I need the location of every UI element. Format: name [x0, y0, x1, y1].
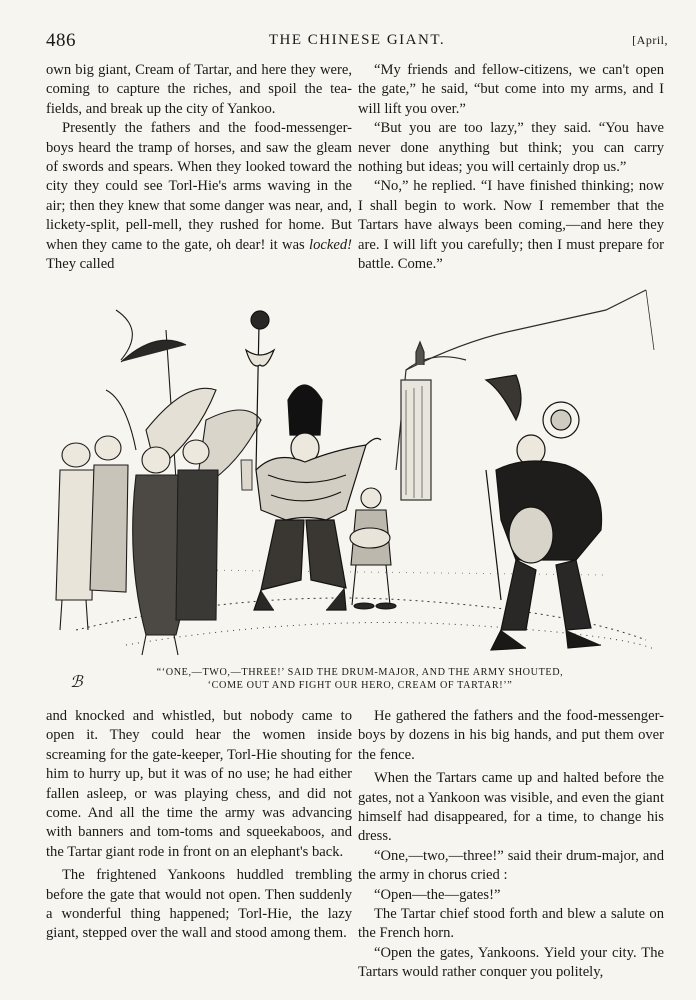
- emphasis-locked: locked!: [309, 236, 352, 253]
- paragraph: and knocked and whistled, but nobody came to open it. They could hear the women inside screaming for the gate-keeper, Torl-Hie shouting for him to hurry up, but it was of no use; he had either fallen asleep, or was playing chess, and did not come. And all the time the army was advancing with banners and tom-toms and squeekaboos, and the Tartar giant rode in front on an elephant's back.: [46, 708, 352, 860]
- paragraph: The frightened Yankoons huddled trembling before the gate that would not open. Then suddenly a wonderful thing happened; Torl-Hie, the lazy giant, stepped over the wall and stood among them.: [46, 867, 352, 942]
- paragraph: “My friends and fellow-citizens, we can't open the gate,” he said, “but come into my arms, and I will lift you over.”: [358, 62, 664, 117]
- paragraph: own big giant, Cream of Tartar, and here they were, coming to capture the riches, and spoil the tea-fields, and break up the city of Yankoo.: [46, 62, 352, 117]
- illustration-caption: “‘ONE,—TWO,—THREE!’ SAID THE DRUM-MAJOR, AND THE ARMY SHOUTED, ‘COME OUT AND FIGHT OUR HERO, CREAM OF TARTAR!’”: [156, 667, 564, 691]
- paragraph-text: Presently the fathers and the food-messenger-boys heard the tramp of horses, and saw the gleam of swords and spears. When they looked toward the city they could see Torl-Hie's arms waving in the air; then they knew that some danger was near, and, lickety-split, pell-mell, they rushed for home. But when they came to the gate, oh dear! it was: [46, 120, 352, 253]
- paragraph: “Open the gates, Yankoons. Yield your city. The Tartars would rather conquer you politely,: [358, 944, 664, 981]
- column-left-top: [46, 61, 352, 274]
- paragraph: The Tartar chief stood forth and blew a salute on the French horn.: [358, 906, 664, 942]
- column-right-top: [358, 61, 664, 274]
- artist-signature: ℬ: [70, 674, 83, 691]
- illustration-tartar-army: [46, 270, 666, 660]
- paragraph: “No,” he replied. “I have finished thinking; now I shall begin to work. Now I remember that the Tartars have always been coming,—and here they are. I will lift you carefully; then I must prepare for battle. Come.”: [358, 178, 664, 273]
- paragraph: [46, 119, 352, 274]
- running-head: [46, 30, 668, 54]
- paragraph: “But you are too lazy,” they said. “You have never done anything but think; you can carry nothing but ideas; you will certainly drop us.”: [358, 120, 664, 176]
- paragraph: When the Tartars came up and halted before the gates, not a Yankoon was visible, and even the giant himself had disappeared, for a time, to change his dress.: [358, 770, 664, 845]
- paragraph: “Open—the—gates!”: [374, 886, 501, 903]
- running-title: THE CHINESE GIANT.: [268, 32, 446, 48]
- running-month: [April,: [632, 33, 668, 47]
- tartar-chief: [486, 375, 602, 650]
- paragraph: He gathered the fathers and the food-messenger-boys by dozens in his big hands, and put them over the fence.: [358, 708, 664, 763]
- crowd-left: [56, 310, 261, 655]
- page-number: 486: [46, 30, 76, 51]
- drummer: [350, 488, 396, 609]
- paragraph-text-end: They called: [46, 256, 115, 273]
- column-right-bottom: [358, 707, 664, 983]
- paragraph: “One,—two,—three!” said their drum-major, and the army in chorus cried :: [358, 847, 664, 884]
- column-left-bottom: [46, 707, 352, 944]
